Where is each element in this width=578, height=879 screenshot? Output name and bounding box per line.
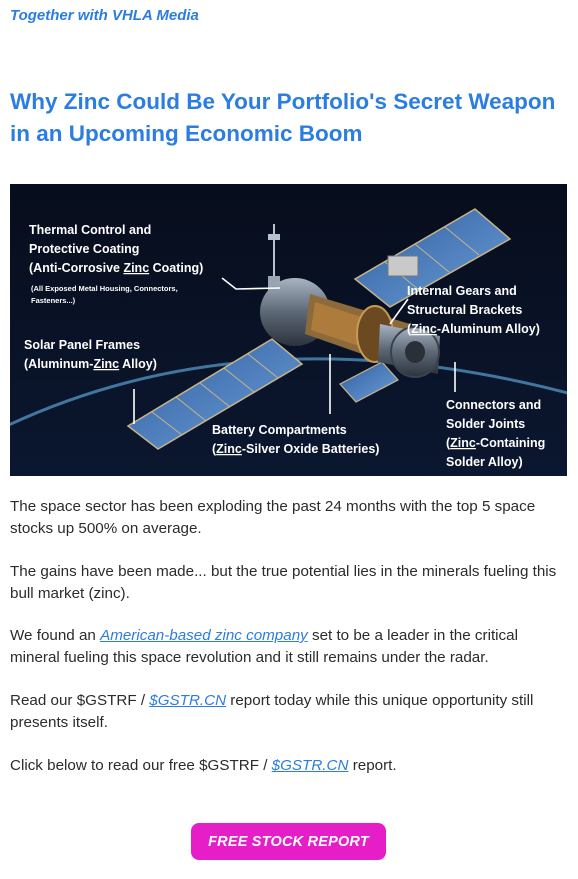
sponsor-line: Together with VHLA Media <box>10 7 199 24</box>
svg-text:(Zinc-Silver Oxide Batteries): (Zinc-Silver Oxide Batteries) <box>212 442 380 456</box>
svg-text:Solder Joints: Solder Joints <box>446 417 526 431</box>
paragraph-2: The gains have been made... but the true potential lies in the minerals fueling this bull market (zinc). <box>10 563 557 602</box>
svg-text:Battery Compartments: Battery Compartments <box>212 423 347 437</box>
svg-text:Fasteners...): Fasteners...) <box>31 296 76 305</box>
paragraph-1: The space sector has been exploding the past 24 months with the top 5 space stocks up 500% on average. <box>10 498 536 537</box>
svg-text:Solder Alloy): Solder Alloy) <box>446 455 523 469</box>
paragraph-4: Read our $GSTRF / $GSTR.CN report today while this unique opportunity still presents itself. <box>10 692 534 731</box>
svg-text:Solar Panel Frames: Solar Panel Frames <box>24 338 141 352</box>
svg-text:Protective Coating: Protective Coating <box>29 242 140 256</box>
svg-text:(Zinc-Aluminum Alloy): (Zinc-Aluminum Alloy) <box>407 322 540 336</box>
ticker-link[interactable]: $GSTR.CN <box>149 692 227 709</box>
svg-text:Connectors and: Connectors and <box>446 398 542 412</box>
svg-text:Internal Gears and: Internal Gears and <box>407 284 517 298</box>
article-title: Why Zinc Could Be Your Portfolio's Secret Weapon in an Upcoming Economic Boom <box>10 89 556 146</box>
ticker-link-2[interactable]: $GSTR.CN <box>271 757 349 774</box>
svg-text:(Anti-Corrosive Zinc Coating): (Anti-Corrosive Zinc Coating) <box>29 261 204 275</box>
free-stock-report-button[interactable]: FREE STOCK REPORT <box>191 823 386 860</box>
zinc-company-link[interactable]: American-based zinc company <box>100 627 308 644</box>
svg-text:(All Exposed Metal Housing, Co: (All Exposed Metal Housing, Connectors, <box>31 284 178 293</box>
svg-text:Structural Brackets: Structural Brackets <box>407 303 523 317</box>
svg-text:(Zinc-Containing: (Zinc-Containing <box>446 436 546 450</box>
svg-text:Thermal Control and: Thermal Control and <box>29 223 152 237</box>
paragraph-5: Click below to read our free $GSTRF / $GSTR.CN report. <box>10 757 397 774</box>
svg-text:(Aluminum-Zinc Alloy): (Aluminum-Zinc Alloy) <box>24 357 157 371</box>
hero-image <box>10 184 567 476</box>
paragraph-3: We found an American-based zinc company set to be a leader in the critical mineral fueling this space revolution and it still remains under the radar. <box>10 627 518 666</box>
